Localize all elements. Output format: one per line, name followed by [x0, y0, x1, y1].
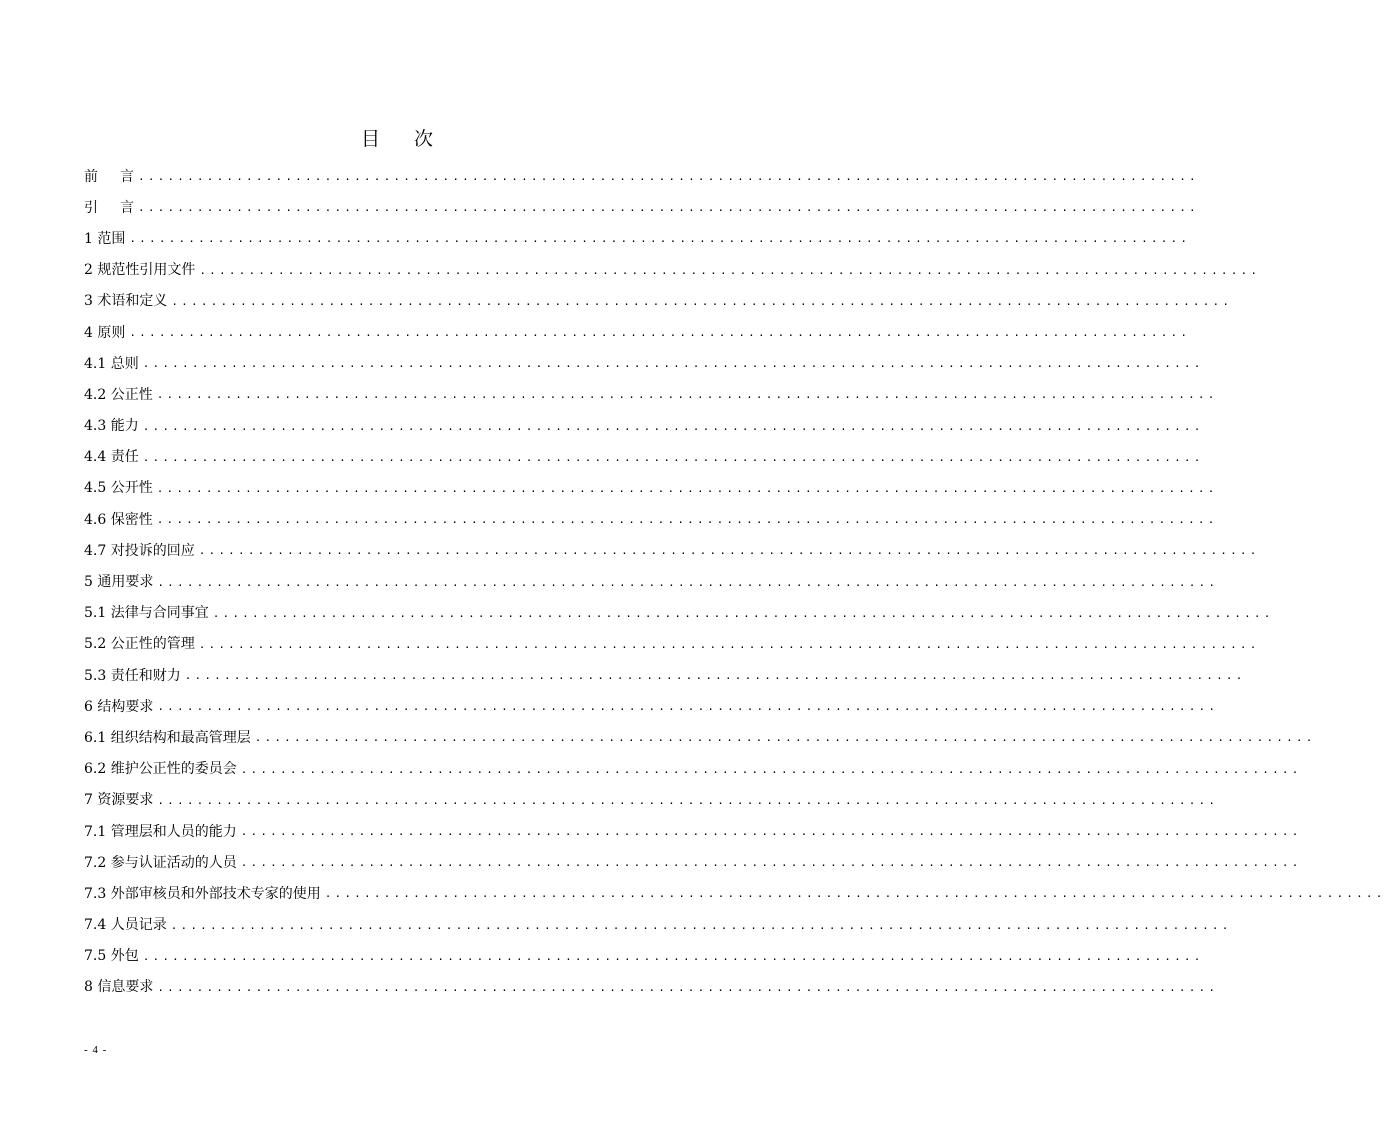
page-number: - 4 -: [84, 1044, 108, 1056]
dot-leader: ............................................................................................................: [156, 388, 1218, 402]
toc-entry-label: 引 言: [84, 197, 138, 217]
toc-entry-label: 4 原则: [84, 322, 129, 342]
toc-entry-label: 6.2 维护公正性的委员会: [84, 758, 241, 778]
toc-entry[interactable]: [84, 441, 1204, 472]
toc-entry[interactable]: [84, 690, 1219, 721]
toc-entry[interactable]: [84, 191, 1199, 222]
toc-entry[interactable]: [84, 846, 1302, 877]
toc-entry[interactable]: [84, 222, 1191, 253]
toc-entry[interactable]: [84, 753, 1302, 784]
toc-entry[interactable]: [84, 940, 1204, 971]
toc-entry-label: 8 信息要求: [84, 976, 157, 996]
toc-entry-label: 5 通用要求: [84, 571, 157, 591]
toc-entry-label: 前 言: [84, 166, 138, 186]
toc-entry-label: 4.5 公开性: [84, 477, 157, 497]
toc-entry[interactable]: [84, 378, 1218, 409]
toc-entry-label: 4.6 保密性: [84, 509, 157, 529]
toc-entry[interactable]: [84, 877, 1386, 908]
dot-leader: ............................................................................................................: [254, 731, 1316, 745]
toc-entry-label: 7.4 人员记录: [84, 914, 171, 934]
dot-leader: ............................................................................................................: [240, 762, 1302, 776]
toc-entry-label: 5.1 法律与合同事宜: [84, 602, 213, 622]
dot-leader: ............................................................................................................: [212, 606, 1274, 620]
toc-entry-label: 4.4 责任: [84, 446, 143, 466]
toc-title-char-2: 次: [414, 128, 434, 150]
toc-entry-label: 4.3 能力: [84, 415, 143, 435]
dot-leader: ............................................................................................................: [157, 575, 1219, 589]
toc-entry-label: 7.3 外部审核员和外部技术专家的使用: [84, 883, 325, 903]
toc-entry-label: 2 规范性引用文件: [84, 259, 199, 279]
dot-leader: ............................................................................................................: [240, 856, 1302, 870]
toc-title: [0, 124, 794, 151]
dot-leader: ............................................................................................................: [170, 918, 1232, 932]
dot-leader: ............................................................................................................: [129, 232, 1191, 246]
toc-entry-label: 6.1 组织结构和最高管理层: [84, 727, 255, 747]
toc-entry-label: 4.7 对投诉的回应: [84, 540, 199, 560]
toc-entry[interactable]: [84, 472, 1218, 503]
toc-entry-label: 4.1 总则: [84, 353, 143, 373]
toc-entry[interactable]: [84, 503, 1218, 534]
toc-entry-label: 4.2 公正性: [84, 384, 157, 404]
toc-entry-label: 3 术语和定义: [84, 290, 171, 310]
toc-entry[interactable]: [84, 815, 1302, 846]
dot-leader: ............................................................................................................: [198, 637, 1260, 651]
toc-entry[interactable]: [84, 909, 1232, 940]
toc-entry-label: 6 结构要求: [84, 696, 157, 716]
toc-entry-label: 1 范围: [84, 228, 129, 248]
dot-leader: ............................................................................................................: [171, 294, 1233, 308]
toc-entry[interactable]: [84, 410, 1204, 441]
toc-entry[interactable]: [84, 597, 1274, 628]
dot-leader: ............................................................................................................: [142, 357, 1204, 371]
dot-leader: ............................................................................................................: [324, 887, 1386, 901]
dot-leader: ............................................................................................................: [129, 326, 1191, 340]
dot-leader: ............................................................................................................: [199, 263, 1261, 277]
toc-entry[interactable]: [84, 534, 1260, 565]
toc-entry-label: 7 资源要求: [84, 789, 157, 809]
dot-leader: ............................................................................................................: [156, 513, 1218, 527]
dot-leader: ............................................................................................................: [142, 450, 1204, 464]
toc-entry[interactable]: [84, 784, 1219, 815]
toc-entry-label: 7.1 管理层和人员的能力: [84, 821, 241, 841]
toc-entry[interactable]: [84, 971, 1219, 1002]
toc-entry-label: 7.2 参与认证活动的人员: [84, 852, 241, 872]
toc-entry[interactable]: [84, 316, 1191, 347]
toc-entry[interactable]: [84, 254, 1261, 285]
toc-entry[interactable]: [84, 721, 1316, 752]
toc-entry[interactable]: [84, 160, 1199, 191]
dot-leader: ............................................................................................................: [184, 669, 1246, 683]
toc-entry[interactable]: [84, 347, 1204, 378]
toc-entry[interactable]: [84, 659, 1246, 690]
toc-title-char-1: 目: [360, 128, 380, 150]
dot-leader: ............................................................................................................: [240, 825, 1302, 839]
toc-entry-label: 5.2 公正性的管理: [84, 633, 199, 653]
toc-entry[interactable]: [84, 285, 1233, 316]
toc-entry-label: 7.5 外包: [84, 945, 143, 965]
table-of-contents: [84, 160, 1386, 1002]
dot-leader: ............................................................................................................: [157, 700, 1219, 714]
dot-leader: ............................................................................................................: [157, 793, 1219, 807]
dot-leader: ............................................................................................................: [138, 170, 1199, 184]
dot-leader: ............................................................................................................: [142, 949, 1204, 963]
toc-entry-label: 5.3 责任和财力: [84, 665, 185, 685]
toc-entry[interactable]: [84, 628, 1260, 659]
dot-leader: ............................................................................................................: [142, 419, 1204, 433]
dot-leader: ............................................................................................................: [198, 544, 1260, 558]
toc-entry[interactable]: [84, 565, 1219, 596]
dot-leader: ............................................................................................................: [156, 481, 1218, 495]
dot-leader: ............................................................................................................: [157, 980, 1219, 994]
dot-leader: ............................................................................................................: [138, 201, 1199, 215]
